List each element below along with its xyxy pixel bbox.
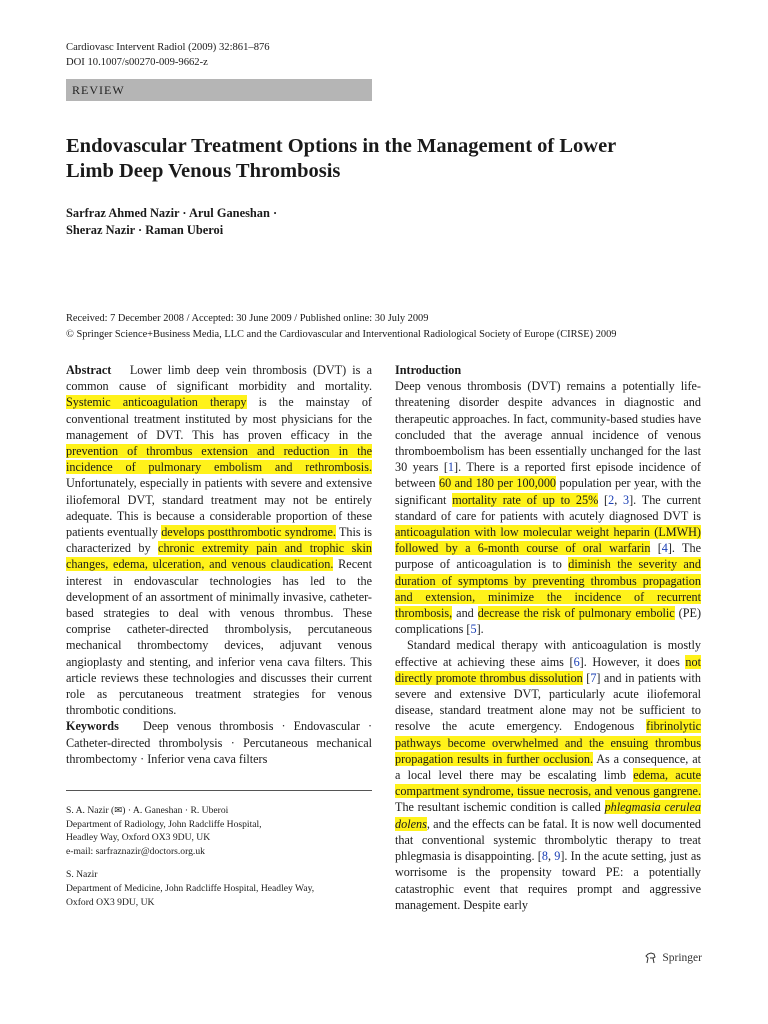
text-run: population per year, with the significant	[395, 476, 701, 507]
footnote-line: Department of Medicine, John Radcliffe Hospital, Headley Way,	[66, 883, 315, 895]
journal-meta	[66, 40, 270, 70]
article-type-banner	[66, 79, 372, 101]
author-footnotes	[66, 804, 372, 909]
highlighted-text: develops postthrombotic syndrome.	[161, 525, 336, 540]
keywords-text: Deep venous thrombosis · Endovascular · Catheter-directed thrombolysis · Percutaneous mechanical thrombectomy · Inferior vena cava filters	[66, 719, 373, 766]
article-type-label: REVIEW	[72, 82, 125, 97]
highlighted-text: mortality rate of up to 25%	[452, 492, 599, 507]
article-title	[66, 134, 706, 184]
footnote-divider	[66, 790, 372, 791]
text-run: ] and in patients with severe and extensive DVT, particularly acute iliofemoral disease, standard treatment alone may not be sufficient to resolve the acute emergency. Endogenous	[395, 670, 701, 734]
highlighted-text: diminish the severity and duration of symptoms by preventing thrombus propagation and extension, minimize the incidence of recurrent thrombosis,	[395, 557, 701, 621]
right-column	[395, 362, 701, 913]
intro-paragraph-2	[395, 637, 701, 912]
authors-line-1: Sarfraz Ahmed Nazir · Arul Ganeshan ·	[66, 206, 278, 220]
text-run: is the mainstay of conventional treatment instituted by most physicians for the management of DVT. This has proven efficacy in the	[66, 395, 372, 442]
text-run: [	[598, 492, 609, 507]
footnote-line: Oxford OX3 9DU, UK	[66, 896, 155, 908]
text-run: [	[582, 670, 591, 685]
reference-link[interactable]: 1	[447, 460, 455, 475]
footnote-line: S. A. Nazir (✉) · A. Ganeshan · R. Uberoi	[66, 805, 229, 817]
reference-link[interactable]: 5	[470, 622, 477, 637]
text-run: Recent interest in endovascular technologies has led to the development of an assortment of minimally invasive, catheter-based strategies to deal with venous thrombus. These comprise catheter-directed thrombolysis, percutaneous mechanical thrombectomy devices, adjuvant venous angioplasty and stenting, and inferior vena cava filters. This article reviews these technologies and discusses their current role as percutaneous treatment strategies for venous thrombotic conditions.	[66, 557, 372, 718]
history-dates: Received: 7 December 2008 / Accepted: 30 June 2009 / Published online: 30 July 2009	[66, 313, 429, 324]
reference-link[interactable]: 2	[608, 492, 615, 507]
text-run: ]. In the acute setting, just as worrisome is the propensity toward PE: a potentially catastrophic event that requires prompt and aggressive management. Despite early	[395, 849, 701, 912]
abstract-paragraph	[66, 362, 372, 718]
intro-paragraph-1	[395, 378, 701, 637]
highlighted-text: chronic extremity pain and trophic skin changes, edema, ulceration, and venous claudication.	[66, 541, 372, 572]
footnote-line: Department of Radiology, John Radcliffe Hospital,	[66, 818, 262, 830]
footnote-line: Headley Way, Oxford OX3 9DU, UK	[66, 832, 211, 844]
text-run: (PE) complications [	[395, 606, 701, 637]
highlighted-text: 60 and 180 per 100,000	[439, 476, 557, 491]
footnote-email[interactable]: e-mail: sarfraznazir@doctors.org.uk	[66, 845, 205, 857]
reference-link[interactable]: 8	[541, 849, 548, 864]
text-run: As a consequence, at a local level there may be escalating limb	[395, 751, 701, 783]
left-column	[66, 362, 372, 909]
reference-link[interactable]: 3	[623, 492, 630, 507]
abstract-body	[66, 363, 372, 717]
text-run: The resultant ischemic condition is called	[395, 800, 605, 815]
reference-link[interactable]: 6	[573, 654, 580, 669]
text-run: Deep venous thrombosis (DVT) remains a potentially life-threatening disorder despite advances in diagnostic and therapeutic approaches. In fact, community-based studies have concluded that the average annual incidence of venous thromboembolism has been essentially unchanged for the last 30 years [	[395, 379, 701, 475]
journal-citation: Cardiovasc Intervent Radiol (2009) 32:861–876	[66, 42, 270, 53]
abstract-label: Abstract	[66, 363, 112, 377]
highlighted-text: fibrinolytic pathways become overwhelmed and the ensuing thrombus propagation results in further occlusion.	[395, 719, 701, 766]
highlighted-text: not directly promote thrombus dissolution	[395, 654, 701, 685]
doi: DOI 10.1007/s00270-009-9662-z	[66, 57, 208, 68]
publication-history	[66, 311, 726, 342]
title-line-1: Endovascular Treatment Options in the Management of Lower	[66, 135, 617, 157]
highlighted-text: edema, acute compartment syndrome, tissue necrosis, and venous gangrene.	[395, 768, 701, 799]
text-run: [	[650, 541, 662, 556]
reference-link[interactable]: 7	[590, 670, 597, 685]
text-run: ]. The current standard of care for patients with acutely diagnosed DVT is	[395, 492, 702, 523]
highlighted-text: Systemic anticoagulation therapy	[66, 395, 247, 410]
text-run: ]. The purpose of anticoagulation is to	[395, 541, 701, 572]
springer-horse-icon	[644, 951, 658, 965]
introduction-heading: Introduction	[395, 363, 462, 377]
keywords-paragraph	[66, 718, 372, 767]
text-run: Lower limb deep vein thrombosis (DVT) is a common cause of significant morbidity and mortality.	[66, 363, 372, 394]
text-run: Standard medical therapy with anticoagulation is mostly effective at achieving these aims [	[395, 638, 701, 669]
text-run: ]. However, it does	[579, 654, 686, 669]
text-run: ]. There is a reported first episode incidence of between	[395, 460, 701, 491]
author-list	[66, 205, 706, 239]
publisher-name: Springer	[662, 952, 702, 964]
highlighted-text: prevention of thrombus extension and reduction in the incidence of pulmonary embolism and rethrombosis.	[66, 444, 372, 475]
text-run: ,	[547, 849, 555, 864]
reference-link[interactable]: 9	[554, 849, 561, 864]
text-run: Unfortunately, especially in patients with severe and extensive iliofemoral DVT, standard treatment may not be entirely adequate. This is because a considerable proportion of these patients eventually	[66, 476, 372, 540]
reference-link[interactable]: 4	[661, 541, 668, 556]
text-run: ,	[614, 492, 624, 507]
highlighted-text: phlegmasia cerulea dolens	[395, 800, 701, 831]
highlighted-text: anticoagulation with low molecular weight heparin (LMWH) followed by a 6-month course of oral warfarin	[395, 525, 701, 556]
text-run: ].	[476, 622, 484, 637]
copyright-line: © Springer Science+Business Media, LLC and the Cardiovascular and Interventional Radiological Society of Europe (CIRSE) 2009	[66, 328, 617, 340]
text-run: This is characterized by	[66, 525, 373, 556]
text-run: and	[452, 606, 478, 621]
highlighted-text: decrease the risk of pulmonary embolic	[477, 606, 675, 621]
text-run: , and the effects can be fatal. It is now well documented that conventional systemic thrombolytic therapy to treat phlegmasia is disappointing. [	[395, 816, 701, 864]
footnote-line: S. Nazir	[66, 869, 98, 881]
title-line-2: Limb Deep Venous Thrombosis	[66, 160, 341, 182]
authors-line-2: Sheraz Nazir · Raman Uberoi	[66, 223, 224, 237]
publisher-logo	[644, 951, 702, 965]
keywords-label: Keywords	[66, 719, 119, 734]
